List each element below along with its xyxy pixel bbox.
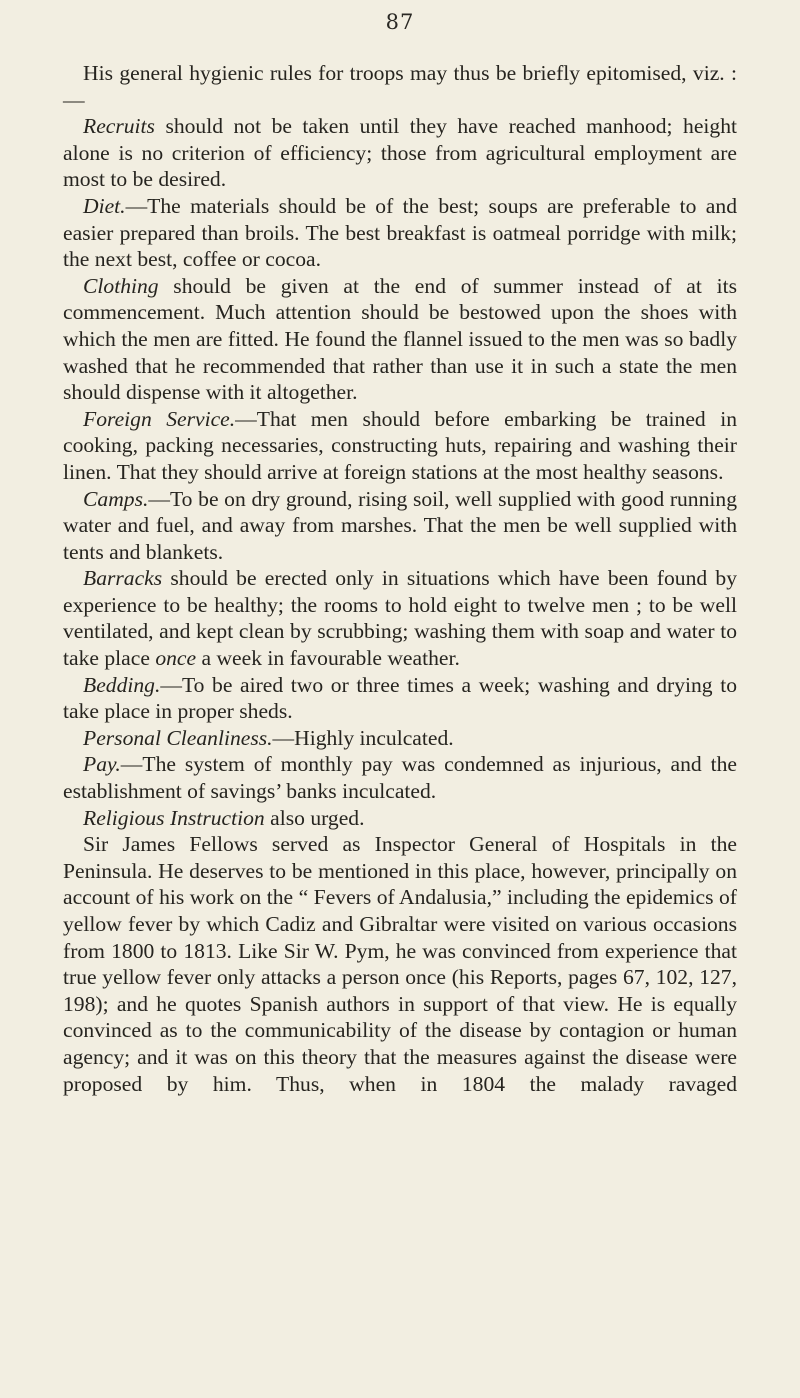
paragraph-barracks [63,565,737,671]
paragraph-text: should be erected only in situations which have been found by experience to be healthy; the rooms to hold eight to twelve men ; to be well ventilated, and kept clean by scrubbing; washing them with soap and water to take place [63,566,737,671]
paragraph-heading: Barracks [83,566,163,591]
paragraph-heading: Personal Cleanliness. [83,725,273,750]
paragraph-religious-instruction [63,805,737,832]
paragraph-personal-cleanliness [63,725,737,752]
paragraph-clothing [63,273,737,406]
paragraph-heading: Bedding. [83,672,161,697]
paragraph-text: —To be aired two or three times a week; washing and drying to take place in proper sheds. [63,672,737,724]
paragraph-heading: Camps. [83,486,149,511]
paragraph-sir-james-fellows [63,831,737,1097]
paragraph-heading: Clothing [83,273,159,298]
paragraph-text: —Highly inculcated. [272,725,454,750]
page-number: 87 [385,10,415,34]
paragraph-heading: Foreign Service. [83,406,236,431]
paragraph-text: His general hygienic rules for troops may thus be briefly epitomised, viz. :— [63,61,737,112]
paragraph-diet [63,193,737,273]
paragraph-text: a week in favourable weather. [196,646,460,671]
paragraph-recruits [63,113,737,193]
emphasis-text: once [155,646,197,671]
paragraph-camps [63,486,737,566]
paragraph-pay [63,751,737,804]
paragraph-text: also urged. [264,805,365,830]
body-text [63,60,737,1097]
paragraph-heading: Diet. [83,193,126,218]
paragraph-foreign-service [63,406,737,486]
paragraph-heading: Religious Instruction [83,805,265,830]
paragraph-text: should not be taken until they have reached manhood; height alone is no criterion of efficiency; those from agricultural employment are most to be desired. [63,114,737,192]
paragraph-text: —That men should before embarking be trained in cooking, packing necessaries, constructing huts, repairing and washing their linen. That they should arrive at foreign stations at the most healthy seasons. [63,406,737,484]
paragraph-heading: Pay. [83,752,121,777]
paragraph-text: —The materials should be of the best; soups are preferable to and easier prepared than broils. The best breakfast is oatmeal porridge with milk; the next best, coffee or cocoa. [63,193,737,272]
paragraph-text: —The system of monthly pay was condemned as injurious, and the establishment of savings’ banks inculcated. [63,752,737,804]
paragraph-text: —To be on dry ground, rising soil, well supplied with good running water and fuel, and away from marshes. That the men be well supplied with tents and blankets. [63,486,737,564]
paragraph-intro [63,60,737,113]
paragraph-bedding [63,672,737,725]
paragraph-text: should be given at the end of summer instead of at its commencement. Much attention should be bestowed upon the shoes with which the men are fitted. He found the flannel issued to the men was so badly washed that he recommended that rather than use it in such a state the men should dispense with it altogether. [63,273,737,405]
paragraph-heading: Recruits [83,114,155,139]
paragraph-text: Sir James Fellows served as Inspector General of Hospitals in the Peninsula. He deserves to be mentioned in this place, however, principally on account of his work on the “ Fevers of Andalusia,” including the epidemics of yellow fever by which Cadiz and Gibraltar were visited on various occasions from 1800 to 1813. Like Sir W. Pym, he was convinced from experience that true yellow fever only attacks a person once (his Reports, pages 67, 102, 127, 198); and he quotes Spanish authors in support of that view. He is equally convinced as to the communicability of the disease by contagion or human agency; and it was on this theory that the measures against the disease were proposed by him. Thus, when in 1804 the malady ravaged [63,832,737,1096]
